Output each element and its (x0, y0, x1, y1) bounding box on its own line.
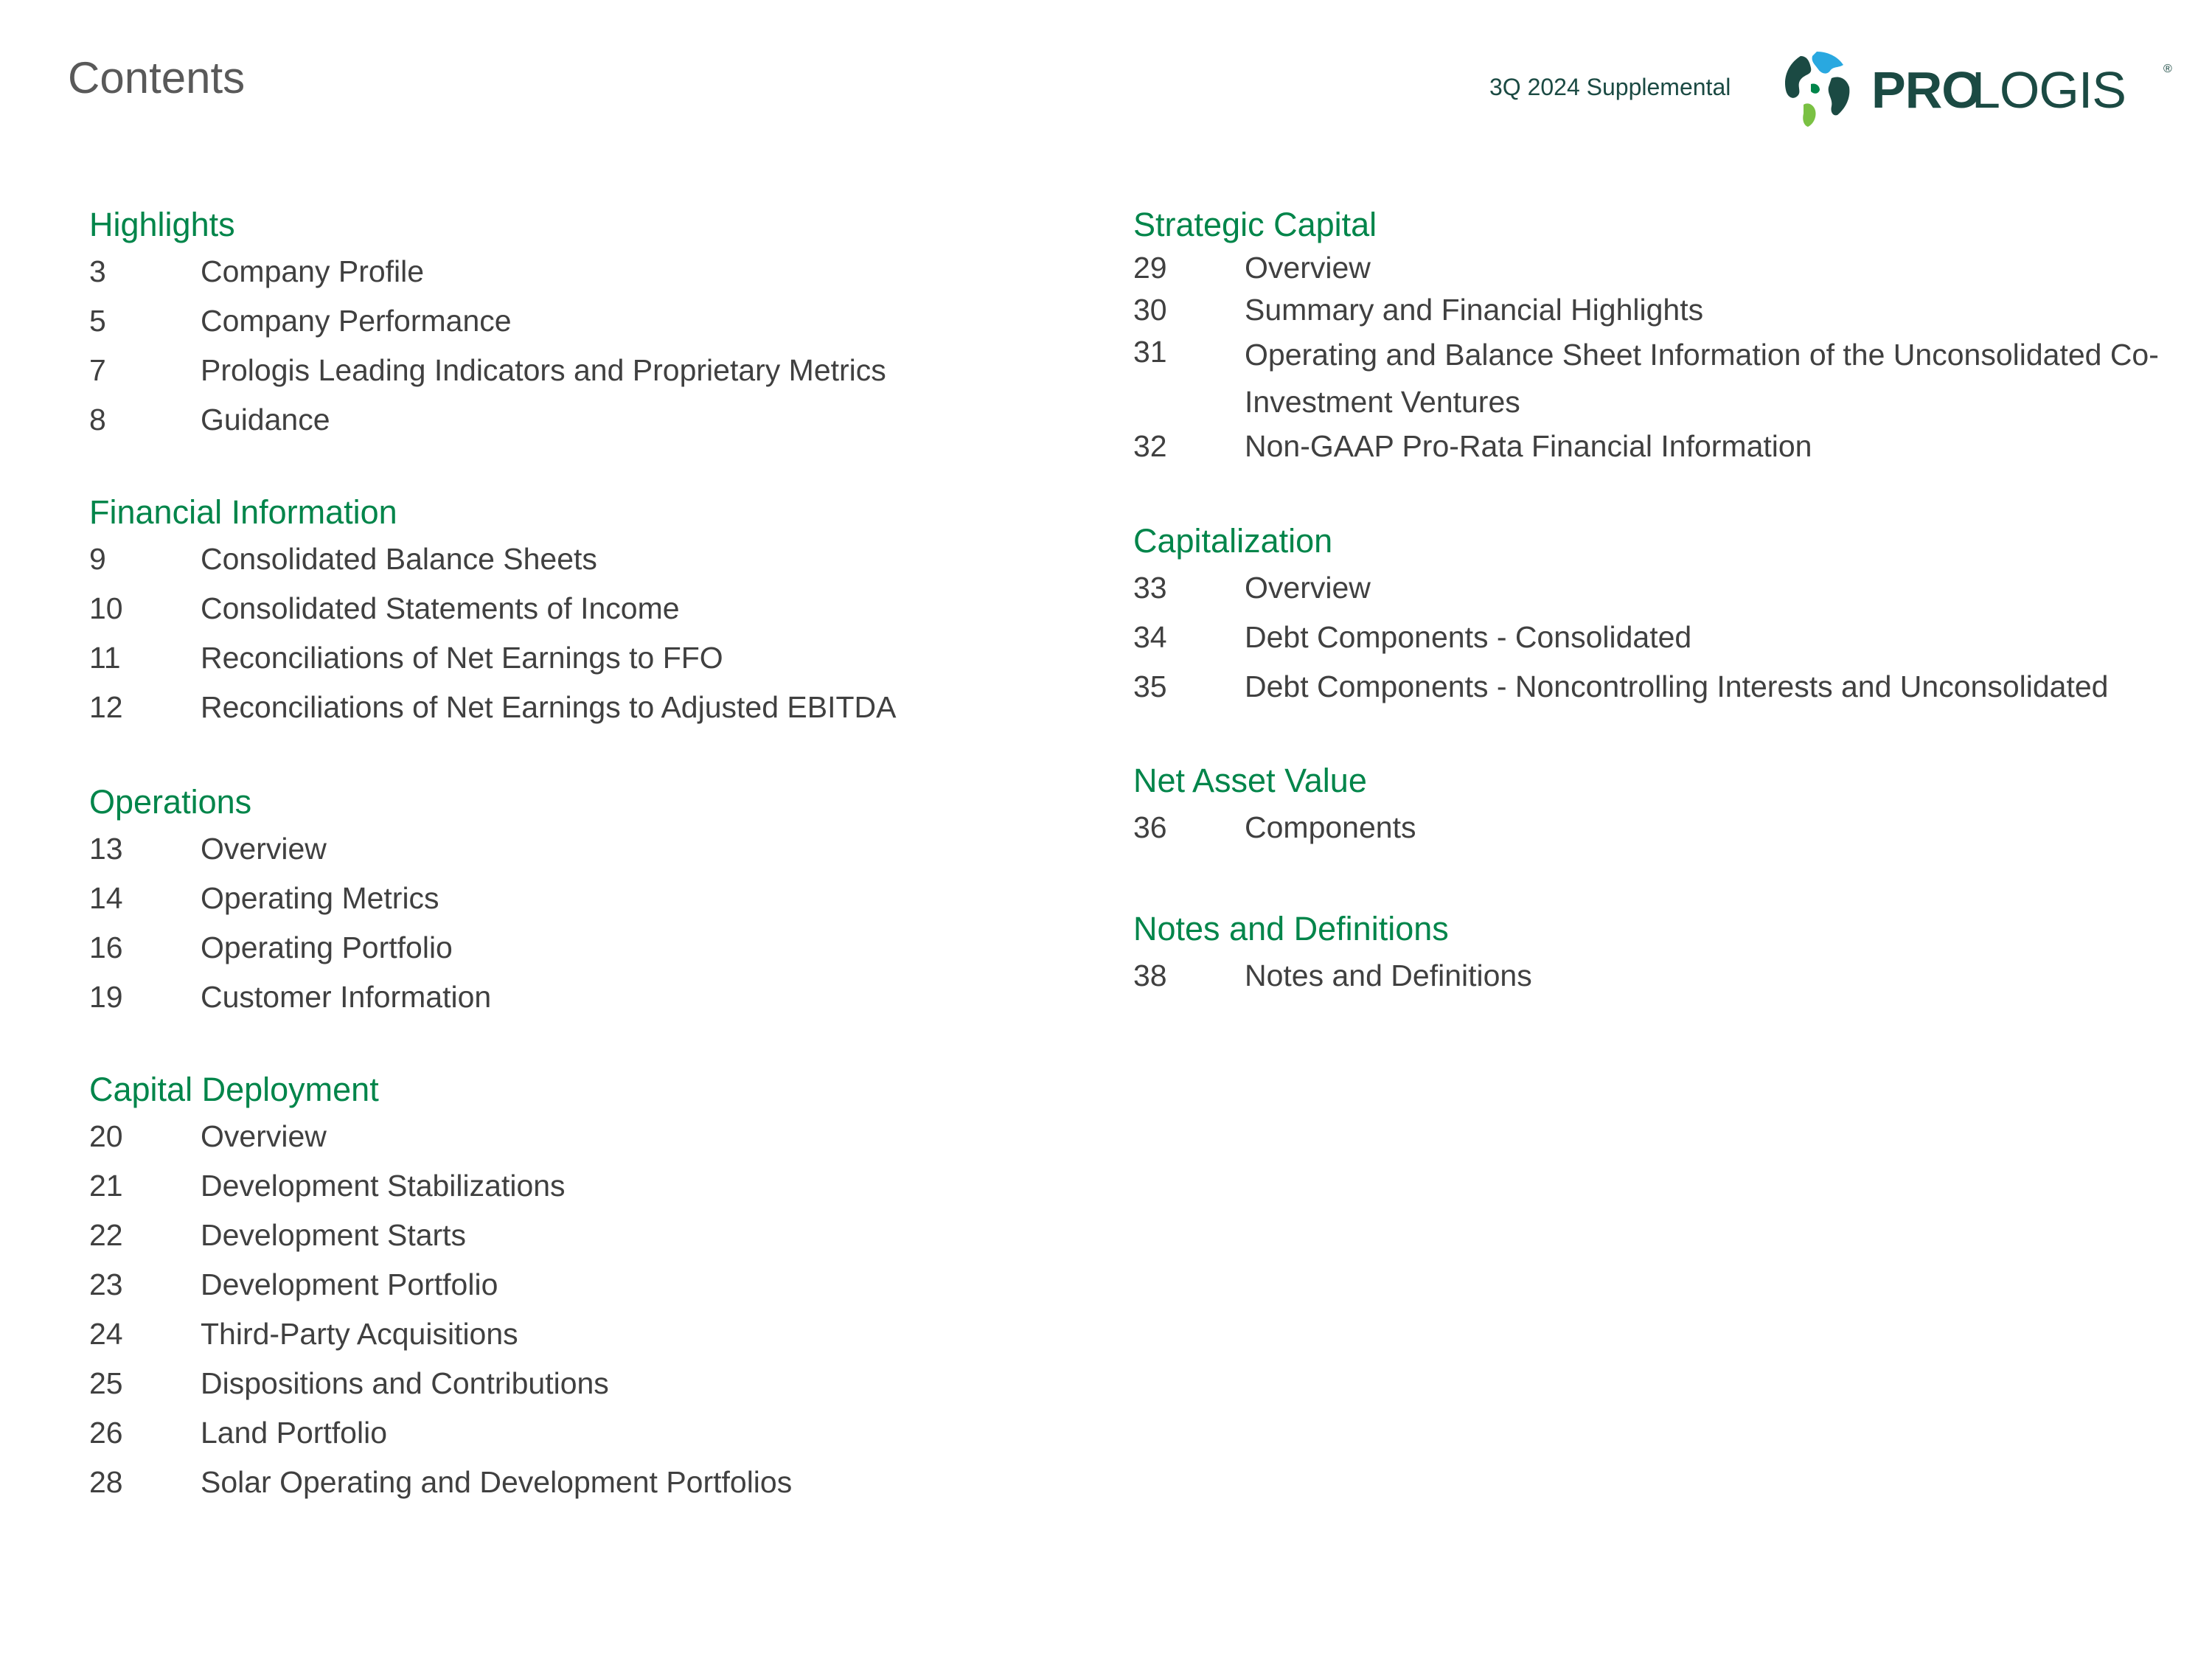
entry-title: Consolidated Statements of Income (201, 591, 680, 625)
entry-title: Reconciliations of Net Earnings to Adjusted EBITDA (201, 690, 897, 724)
page-number: 16 (89, 931, 123, 964)
page-number: 38 (1133, 959, 1167, 992)
section-title: Capital Deployment (89, 1071, 379, 1108)
entry-title: Operating Metrics (201, 881, 439, 915)
toc-entry[interactable] (89, 346, 1121, 395)
entry-title: Development Portfolio (201, 1267, 498, 1301)
entry-title: Debt Components - Noncontrolling Interests and Unconsolidated (1245, 669, 2109, 703)
page-number: 19 (89, 980, 123, 1014)
page-number: 22 (89, 1218, 123, 1252)
page-number: 26 (89, 1416, 123, 1450)
page-number: 5 (89, 304, 106, 338)
logo-text-bold: PRO (1871, 61, 1981, 119)
entry-title: Notes and Definitions (1245, 959, 1532, 992)
entry-title: Overview (1245, 251, 1371, 285)
page-number: 9 (89, 542, 106, 576)
toc-entry[interactable] (1133, 289, 2166, 331)
entry-title: Components (1245, 810, 1416, 844)
toc-entry[interactable] (1133, 247, 2166, 289)
toc-entry[interactable] (1133, 662, 2166, 712)
prologis-logo (1778, 46, 2177, 131)
page-number: 28 (89, 1465, 123, 1499)
toc-entry[interactable] (89, 1260, 1121, 1310)
toc-entry[interactable] (89, 1408, 1121, 1458)
page-number: 29 (1133, 251, 1167, 285)
entry-title: Prologis Leading Indicators and Proprietary Metrics (201, 353, 886, 387)
toc-section-operations (89, 780, 1121, 1022)
page-number: 30 (1133, 293, 1167, 327)
toc-entry[interactable] (89, 1359, 1121, 1408)
toc-entry[interactable] (89, 973, 1121, 1022)
page-number: 10 (89, 591, 123, 625)
entry-title: Guidance (201, 403, 330, 437)
toc-entry[interactable] (89, 874, 1121, 923)
toc-entry[interactable] (89, 923, 1121, 973)
page-number: 32 (1133, 429, 1167, 463)
page-number: 23 (89, 1267, 123, 1301)
toc-section-capitalization (1133, 519, 2166, 712)
section-title: Notes and Definitions (1133, 910, 1449, 947)
entry-title: Non-GAAP Pro-Rata Financial Information (1245, 429, 1812, 463)
page-number: 34 (1133, 620, 1167, 654)
toc-section-highlights (89, 203, 1121, 445)
entry-title: Consolidated Balance Sheets (201, 542, 597, 576)
entry-title: Development Stabilizations (201, 1169, 566, 1203)
page-title: Contents (68, 53, 246, 102)
entry-title: Third-Party Acquisitions (201, 1317, 518, 1351)
toc-entry[interactable] (89, 247, 1121, 296)
toc-entry[interactable] (1133, 563, 2166, 613)
entry-title: Operating and Balance Sheet Information of the Unconsolidated Co-Investment Ventures (1245, 338, 2159, 419)
section-title: Strategic Capital (1133, 206, 1377, 243)
page-number: 14 (89, 881, 123, 915)
toc-entry[interactable] (89, 296, 1121, 346)
entry-title: Customer Information (201, 980, 492, 1014)
section-title: Capitalization (1133, 522, 1333, 560)
logo-text-light: LOGIS (1972, 61, 2126, 119)
page-number: 11 (89, 641, 121, 675)
entry-title: Land Portfolio (201, 1416, 388, 1450)
section-title: Net Asset Value (1133, 762, 1367, 799)
toc-entry[interactable] (89, 824, 1121, 874)
toc-entry[interactable] (89, 633, 1121, 683)
entry-title: Summary and Financial Highlights (1245, 293, 1704, 327)
toc-entry[interactable] (89, 584, 1121, 633)
page-number: 8 (89, 403, 106, 437)
entry-title: Solar Operating and Development Portfolios (201, 1465, 793, 1499)
toc-entry[interactable] (1133, 425, 2166, 467)
page-number: 33 (1133, 571, 1167, 605)
section-title: Highlights (89, 206, 235, 243)
page-number: 12 (89, 690, 123, 724)
entry-title: Overview (1245, 571, 1371, 605)
entry-title: Company Performance (201, 304, 512, 338)
page-number: 21 (89, 1169, 123, 1203)
page-number: 25 (89, 1366, 123, 1400)
entry-title: Dispositions and Contributions (201, 1366, 609, 1400)
page-number: 36 (1133, 810, 1167, 844)
entry-title: Overview (201, 832, 327, 866)
toc-right-column (1133, 203, 2166, 1001)
toc-section-notes-and-definitions (1133, 907, 2166, 1001)
toc-entry[interactable] (89, 535, 1121, 584)
page-number: 31 (1133, 335, 1167, 369)
entry-title: Company Profile (201, 254, 425, 288)
toc-entry[interactable] (1133, 331, 2166, 425)
toc-entry[interactable] (89, 1112, 1121, 1161)
toc-left-column (89, 203, 1121, 1507)
toc-entry[interactable] (89, 1161, 1121, 1211)
toc-entry[interactable] (1133, 951, 2166, 1001)
toc-entry[interactable] (89, 1310, 1121, 1359)
page-number: 20 (89, 1119, 123, 1153)
section-title: Operations (89, 783, 252, 821)
page-number: 35 (1133, 669, 1167, 703)
section-title: Financial Information (89, 493, 397, 531)
page-number: 7 (89, 353, 106, 387)
toc-entry[interactable] (1133, 803, 2166, 852)
toc-entry[interactable] (89, 683, 1121, 732)
toc-entry[interactable] (89, 1211, 1121, 1260)
toc-section-strategic-capital (1133, 203, 2166, 467)
entry-title: Development Starts (201, 1218, 467, 1252)
entry-title: Reconciliations of Net Earnings to FFO (201, 641, 723, 675)
toc-section-financial-information (89, 490, 1121, 732)
registered-mark: ® (2163, 63, 2172, 75)
toc-entry[interactable] (89, 1458, 1121, 1507)
page-number: 3 (89, 254, 106, 288)
supplemental-label: 3Q 2024 Supplemental (1489, 74, 1731, 100)
entry-title: Operating Portfolio (201, 931, 453, 964)
entry-title: Overview (201, 1119, 327, 1153)
toc-section-net-asset-value (1133, 759, 2166, 852)
toc-section-capital-deployment (89, 1068, 1121, 1507)
toc-entry[interactable] (89, 395, 1121, 445)
toc-entry[interactable] (1133, 613, 2166, 662)
page-number: 13 (89, 832, 123, 866)
globe-icon (1785, 52, 1849, 127)
page-number: 24 (89, 1317, 123, 1351)
entry-title: Debt Components - Consolidated (1245, 620, 1692, 654)
